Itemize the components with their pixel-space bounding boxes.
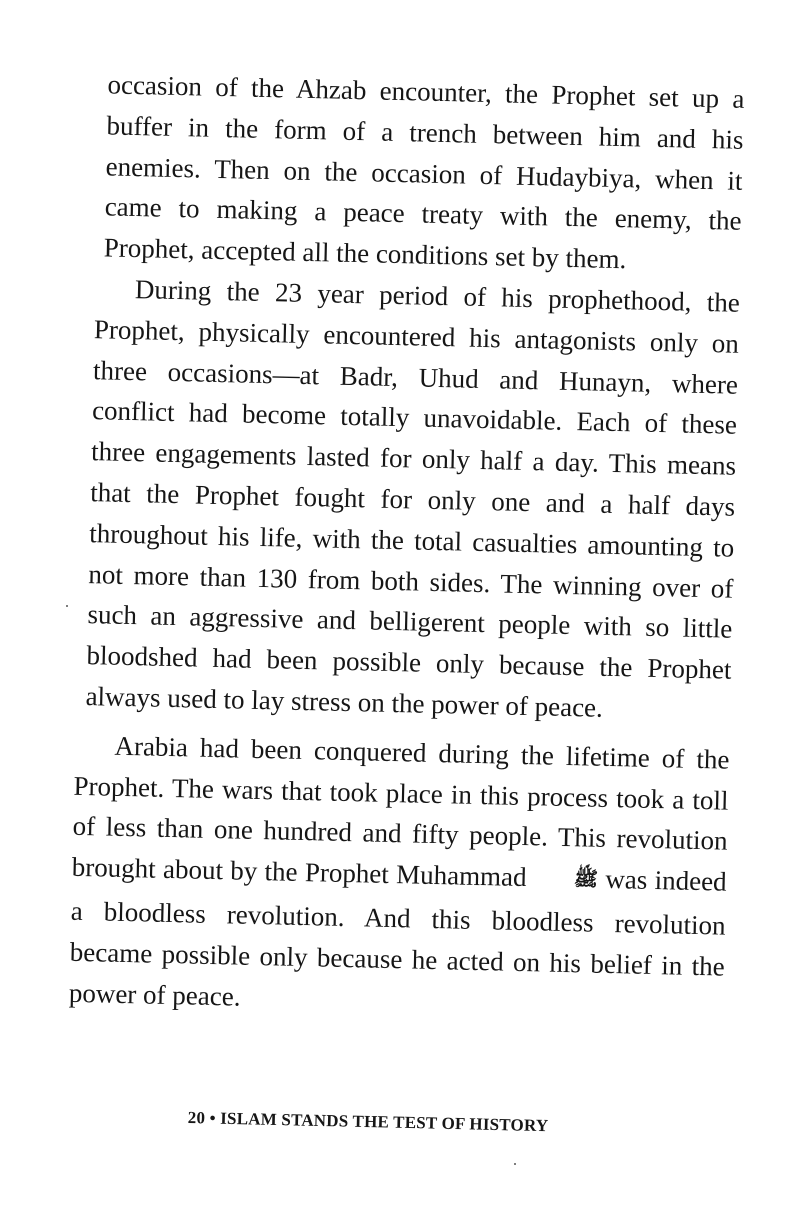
paragraph-3: [68, 725, 729, 1028]
paragraph-1: occasion of the Ahzab encounter, the Prophet set up a buffer in the form of a trench between him and his enemies. Then on the occasion of Hudaybiya, when it came to making a peace treaty with the enemy, the Prophet, accepted all the conditions set by them.: [103, 69, 745, 275]
paragraph-2: During the 23 year period of his prophethood, the Prophet, physically encountered his antagonists only on three occasions—at Badr, Uhud and Hunayn, where conflict had become totally unavoidable. Each of these three engagements lasted for only half a day. This means that the Prophet fought for only one and a half days throughout his life, with the total casualties amounting to not more than 130 from both sides. The winning over of such an aggressive and belligerent people with so little bloodshed had been possible only because the Prophet always used to lay stress on the power of peace.: [85, 274, 741, 723]
footer-separator: •: [209, 1108, 217, 1128]
honorific-symbol: ﷺ: [573, 868, 599, 891]
page-footer: [188, 1108, 549, 1136]
scan-speck: [514, 1163, 516, 1165]
paragraph-3-text-before: Arabia had been conquered during the lifetime of the Prophet. The wars that took place in this process took a toll of less than one hundred and fifty people. This revolution brought about by the Prophet Muhammad: [71, 730, 730, 893]
scan-speck: [66, 605, 68, 607]
page-number: 20: [187, 1108, 206, 1128]
running-title: ISLAM STANDS THE TEST OF HISTORY: [220, 1108, 549, 1136]
paragraph-3-text-after: was indeed a bloodless revolution. And this bloodless revolution became possible only because he acted on his belief in the power of peace.: [68, 864, 727, 1012]
body-text: [68, 64, 744, 1028]
